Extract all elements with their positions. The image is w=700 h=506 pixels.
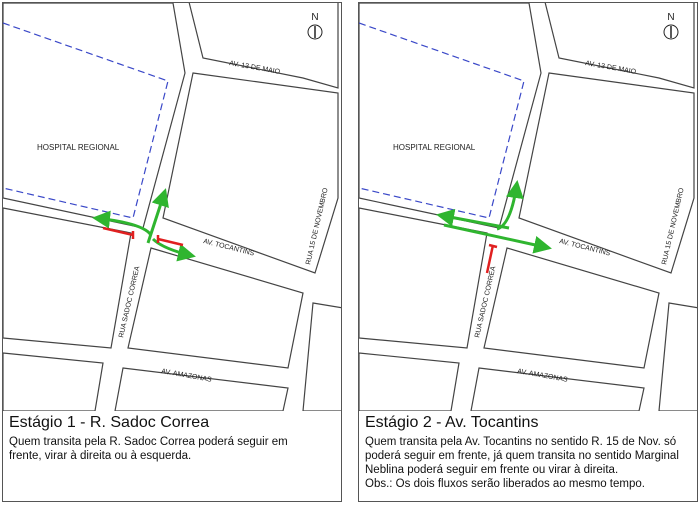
stage-2-description-line: poderá seguir em frente, já quem transita no sentido Marginal xyxy=(365,450,679,462)
stage-2-description-line: Obs.: Os dois fluxos serão liberados ao mesmo tempo. xyxy=(365,478,645,490)
north-arrow-icon xyxy=(664,12,678,39)
stop-indicator xyxy=(103,228,133,239)
north-label: N xyxy=(667,12,675,23)
stage-2-title: Estágio 2 - Av. Tocantins xyxy=(365,414,539,431)
stage-1-panel xyxy=(2,2,342,502)
stage-1-description-line: Quem transita pela R. Sadoc Correa poderá seguir em xyxy=(9,436,288,448)
stage-2-description-line: Quem transita pela Av. Tocantins no sentido R. 15 de Nov. só xyxy=(365,436,677,448)
stage-2-caption xyxy=(365,413,693,491)
north-arrow-icon xyxy=(308,12,322,39)
stop-indicator xyxy=(158,235,183,245)
rua-sadoc-correa-label: RUA SADOC CORREA xyxy=(474,265,498,339)
block xyxy=(3,353,103,411)
block xyxy=(128,248,303,368)
stage-2-panel xyxy=(358,2,698,502)
block xyxy=(484,248,659,368)
rua-sadoc-correa-label: RUA SADOC CORREA xyxy=(118,265,142,339)
eastbound-arrow xyxy=(444,225,549,248)
av-amazonas-label: AV. AMAZONAS xyxy=(516,368,569,384)
block xyxy=(359,353,459,411)
hospital-outline xyxy=(3,23,168,218)
stage-1-title: Estágio 1 - R. Sadoc Correa xyxy=(9,414,210,431)
hospital-outline xyxy=(359,23,524,218)
stage-1-map xyxy=(3,3,341,411)
stage-2-map xyxy=(359,3,697,411)
north-label: N xyxy=(311,12,319,23)
stage-1-caption xyxy=(9,413,337,463)
av-tocantins-label: AV. TOCANTINS xyxy=(558,238,611,258)
block xyxy=(303,303,341,411)
av-13-de-maio-label: AV. 13 DE MAIO xyxy=(584,60,637,76)
av-amazonas-label: AV. AMAZONAS xyxy=(160,368,213,384)
hospital-label: HOSPITAL REGIONAL xyxy=(37,143,120,152)
hospital-label: HOSPITAL REGIONAL xyxy=(393,143,476,152)
stage-2-description-line: Neblina poderá seguir em frente ou virar à direita. xyxy=(365,464,619,476)
rua-15-de-novembro-label: RUA 15 DE NOVEMBRO xyxy=(661,187,686,266)
av-13-de-maio-label: AV. 13 DE MAIO xyxy=(228,60,281,76)
stage-1-description-line: frente, virar à direita ou à esquerda. xyxy=(9,450,192,462)
block xyxy=(659,303,697,411)
rua-15-de-novembro-label: RUA 15 DE NOVEMBRO xyxy=(305,187,330,266)
av-tocantins-label: AV. TOCANTINS xyxy=(202,238,255,258)
